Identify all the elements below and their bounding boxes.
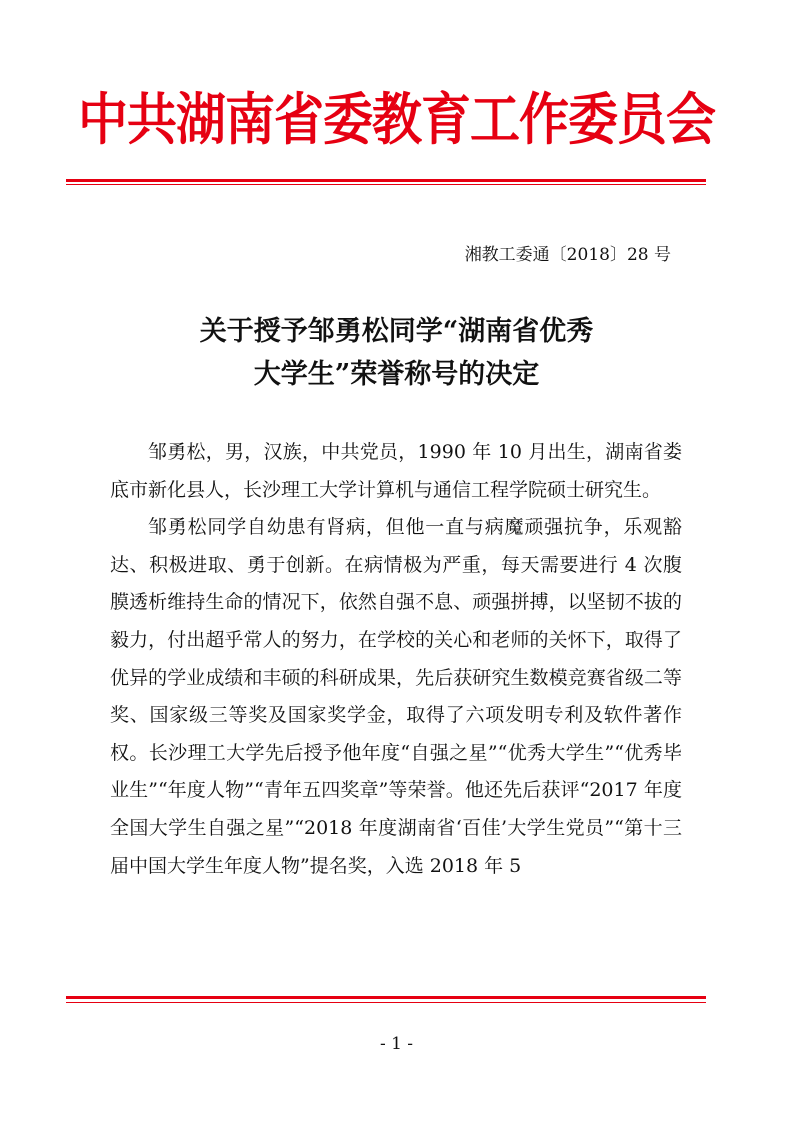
header-red-rule-thin xyxy=(66,184,706,185)
footer-red-rule-thin xyxy=(66,1002,706,1003)
body-paragraph: 邹勇松同学自幼患有肾病，但他一直与病魔顽强抗争，乐观豁达、积极进取、勇于创新。在病情极为严重，每天需要进行 4 次腹膜透析维持生命的情况下，依然自强不息、顽强拼搏，以坚韧不拔的毅力，付出超乎常人的努力，在学校的关心和老师的关怀下，取得了优异的学业成绩和丰硕的科研成果，先后获研究生数模竞赛省级二等奖、国家级三等奖及国家奖学金，取得了六项发明专利及软件著作权。长沙理工大学先后授予他年度“自强之星”“优秀大学生”“优秀毕业生”“年度人物”“青年五四奖章”等荣誉。他还先后获评“2017 年度全国大学生自强之星”“2018 年度湖南省‘百佳’大学生党员”“第十三届中国大学生年度人物”提名奖，入选 2018 年 5 xyxy=(110,516,682,877)
header-red-rule-thick xyxy=(66,179,706,182)
document-number: 湘教工委通〔2018〕28 号 xyxy=(464,245,671,265)
footer-red-rule-thick xyxy=(66,996,706,999)
org-header-title: 中共湖南省委教育工作委员会 xyxy=(78,86,715,153)
document-title-line-1: 关于授予邹勇松同学“湖南省优秀 xyxy=(199,316,594,347)
page-number: - 1 - xyxy=(379,1034,414,1054)
document-title-line-2: 大学生”荣誉称号的决定 xyxy=(253,359,540,390)
document-body xyxy=(110,434,682,885)
body-paragraph: 邹勇松，男，汉族，中共党员，1990 年 10 月出生，湖南省娄底市新化县人，长沙理工大学计算机与通信工程学院硕士研究生。 xyxy=(110,441,682,501)
